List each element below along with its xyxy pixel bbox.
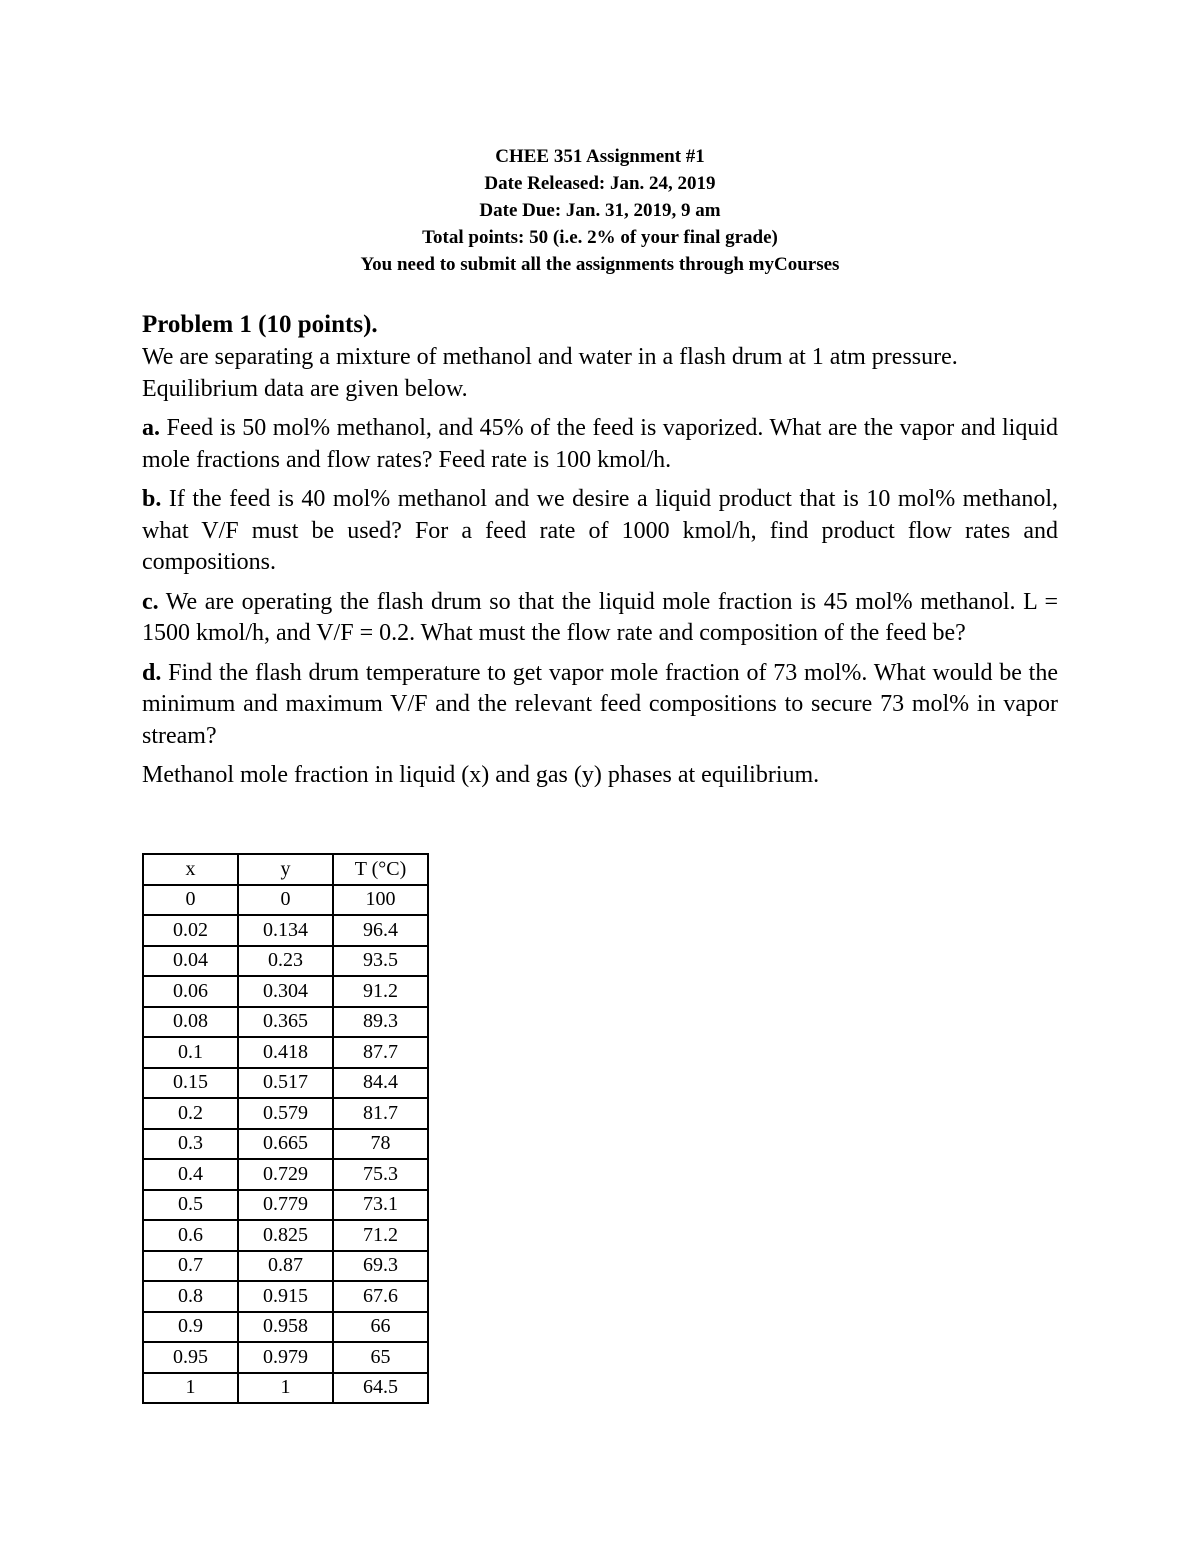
cell-y: 0.779 xyxy=(238,1190,333,1221)
table-row xyxy=(143,1007,428,1038)
part-c xyxy=(142,587,1058,650)
cell-y: 0.23 xyxy=(238,946,333,977)
cell-y: 0.729 xyxy=(238,1159,333,1190)
cell-temperature: 64.5 xyxy=(333,1373,428,1404)
part-c-label: c. xyxy=(142,588,159,615)
table-row xyxy=(143,1068,428,1099)
cell-y: 0.958 xyxy=(238,1312,333,1343)
cell-temperature: 93.5 xyxy=(333,946,428,977)
table-row xyxy=(143,1037,428,1068)
cell-x: 0.08 xyxy=(143,1007,238,1038)
table-row xyxy=(143,1251,428,1282)
table-row xyxy=(143,976,428,1007)
cell-temperature: 81.7 xyxy=(333,1098,428,1129)
table-row xyxy=(143,1312,428,1343)
problem-intro: We are separating a mixture of methanol and water in a flash drum at 1 atm pressure. Equilibrium data are given below. xyxy=(142,344,958,402)
cell-temperature: 65 xyxy=(333,1342,428,1373)
cell-temperature: 67.6 xyxy=(333,1281,428,1312)
cell-x: 0.1 xyxy=(143,1037,238,1068)
cell-y: 0.134 xyxy=(238,915,333,946)
table-row xyxy=(143,1342,428,1373)
cell-y: 0.979 xyxy=(238,1342,333,1373)
cell-x: 0.06 xyxy=(143,976,238,1007)
cell-x: 0.4 xyxy=(143,1159,238,1190)
table-caption: Methanol mole fraction in liquid (x) and gas (y) phases at equilibrium. xyxy=(142,762,820,788)
table-row xyxy=(143,885,428,916)
cell-x: 0.7 xyxy=(143,1251,238,1282)
cell-temperature: 71.2 xyxy=(333,1220,428,1251)
cell-y: 0.517 xyxy=(238,1068,333,1099)
cell-x: 0.5 xyxy=(143,1190,238,1221)
part-b-text: If the feed is 40 mol% methanol and we desire a liquid product that is 10 mol% methanol, what V/F must be used? For a feed rate of 1000 kmol/h, find product flow rates and compositions. xyxy=(142,486,1058,575)
cell-y: 1 xyxy=(238,1373,333,1404)
part-d xyxy=(142,658,1058,753)
cell-y: 0.579 xyxy=(238,1098,333,1129)
header-temperature: T (°C) xyxy=(333,854,428,885)
part-b xyxy=(142,484,1058,579)
part-d-text: Find the flash drum temperature to get vapor mole fraction of 73 mol%. What would be the minimum and maximum V/F and the relevant feed compositions to secure 73 mol% in vapor stream? xyxy=(142,659,1058,749)
total-points: Total points: 50 (i.e. 2% of your final grade) xyxy=(422,227,778,248)
cell-x: 0 xyxy=(143,885,238,916)
cell-x: 0.8 xyxy=(143,1281,238,1312)
cell-temperature: 100 xyxy=(333,885,428,916)
part-b-label: b. xyxy=(142,486,162,512)
part-c-text: We are operating the flash drum so that the liquid mole fraction is 45 mol% methanol. L = 1500 kmol/h, and V/F = 0.2. What must the flow rate and composition of the feed be? xyxy=(142,588,1058,646)
submission-note: You need to submit all the assignments through myCourses xyxy=(360,254,840,275)
cell-x: 0.02 xyxy=(143,915,238,946)
table-row xyxy=(143,915,428,946)
cell-temperature: 89.3 xyxy=(333,1007,428,1038)
cell-temperature: 87.7 xyxy=(333,1037,428,1068)
table-row xyxy=(143,1098,428,1129)
table-row xyxy=(143,1159,428,1190)
table-row xyxy=(143,1190,428,1221)
table-row xyxy=(143,1220,428,1251)
table-row xyxy=(143,946,428,977)
cell-temperature: 73.1 xyxy=(333,1190,428,1221)
cell-y: 0.365 xyxy=(238,1007,333,1038)
course-title: CHEE 351 Assignment #1 xyxy=(495,146,705,167)
table-row xyxy=(143,1129,428,1160)
part-a-label: a. xyxy=(142,415,160,441)
cell-y: 0.665 xyxy=(238,1129,333,1160)
cell-y: 0.304 xyxy=(238,976,333,1007)
document-header xyxy=(0,143,1200,278)
cell-x: 0.04 xyxy=(143,946,238,977)
part-a xyxy=(142,413,1058,476)
cell-y: 0.825 xyxy=(238,1220,333,1251)
cell-x: 0.2 xyxy=(143,1098,238,1129)
cell-temperature: 91.2 xyxy=(333,976,428,1007)
cell-temperature: 69.3 xyxy=(333,1251,428,1282)
equilibrium-table xyxy=(142,853,429,1404)
table-row xyxy=(143,1373,428,1404)
cell-temperature: 84.4 xyxy=(333,1068,428,1099)
cell-x: 0.9 xyxy=(143,1312,238,1343)
cell-temperature: 66 xyxy=(333,1312,428,1343)
table-header-row xyxy=(143,854,428,885)
cell-y: 0.418 xyxy=(238,1037,333,1068)
cell-temperature: 75.3 xyxy=(333,1159,428,1190)
header-x: x xyxy=(143,854,238,885)
cell-x: 0.15 xyxy=(143,1068,238,1099)
cell-x: 1 xyxy=(143,1373,238,1404)
problem-title: Problem 1 (10 points). xyxy=(142,311,378,338)
cell-y: 0 xyxy=(238,885,333,916)
cell-temperature: 78 xyxy=(333,1129,428,1160)
release-date: Date Released: Jan. 24, 2019 xyxy=(484,173,716,194)
cell-x: 0.3 xyxy=(143,1129,238,1160)
cell-temperature: 96.4 xyxy=(333,915,428,946)
due-date: Date Due: Jan. 31, 2019, 9 am xyxy=(479,200,721,221)
cell-y: 0.87 xyxy=(238,1251,333,1282)
table-row xyxy=(143,1281,428,1312)
cell-x: 0.6 xyxy=(143,1220,238,1251)
cell-x: 0.95 xyxy=(143,1342,238,1373)
cell-y: 0.915 xyxy=(238,1281,333,1312)
problem-section xyxy=(142,308,1058,800)
part-a-text: Feed is 50 mol% methanol, and 45% of the feed is vaporized. What are the vapor and liquid mole fractions and flow rates? Feed rate is 100 kmol/h. xyxy=(142,415,1058,473)
table-body xyxy=(143,885,428,1404)
header-y: y xyxy=(238,854,333,885)
part-d-label: d. xyxy=(142,659,162,686)
